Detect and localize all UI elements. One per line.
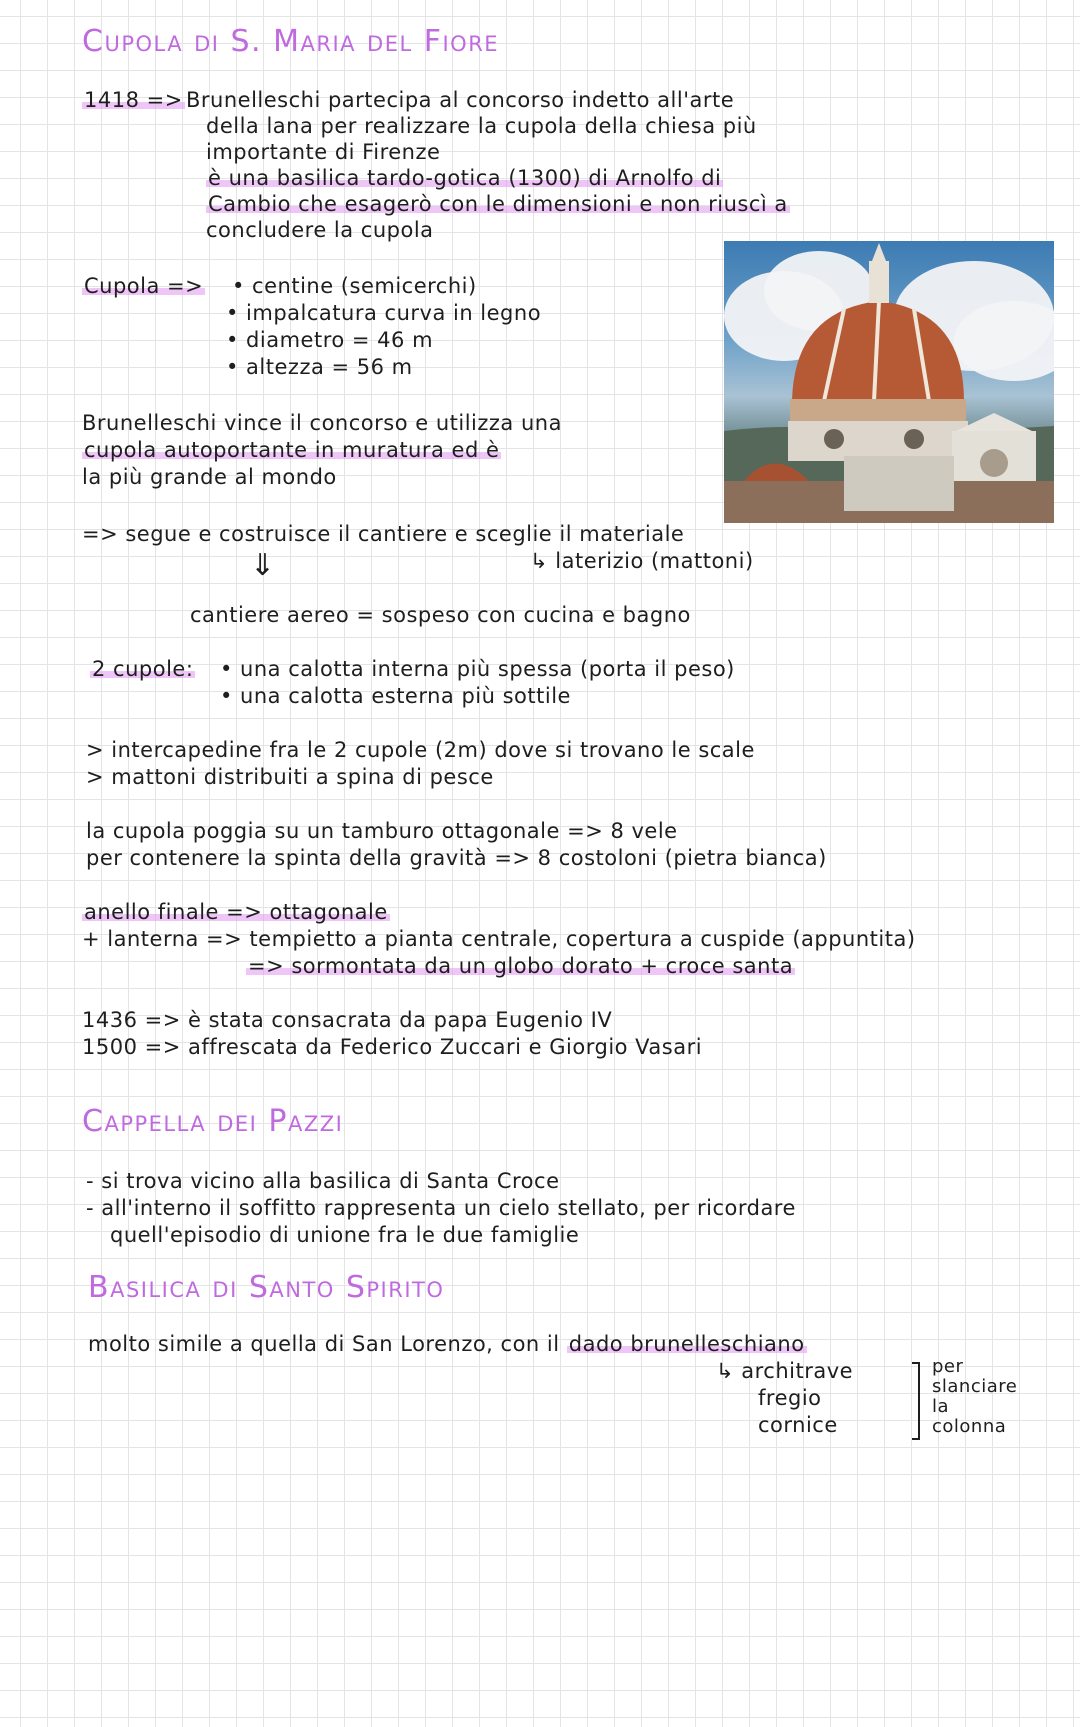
intro-line: della lana per realizzare la cupola della chiesa più: [206, 114, 757, 138]
intro-line: Cambio che esagerò con le dimensioni e non riuscì a: [208, 192, 788, 216]
duomo-photo: [724, 241, 1054, 523]
cantiere-aereo: cantiere aereo = sospeso con cucina e bagno: [190, 603, 691, 627]
dome-item: • una calotta interna più spessa (porta il peso): [220, 657, 735, 681]
intro-line: Brunelleschi partecipa al concorso indetto all'arte: [186, 88, 735, 112]
dome-illustration: [724, 241, 1054, 523]
intro-line: concludere la cupola: [206, 218, 434, 242]
section-title-pazzi: Cappella dei Pazzi: [82, 1104, 344, 1139]
feature-item: • impalcatura curva in legno: [226, 301, 542, 325]
feature-item: • centine (semicerchi): [232, 274, 477, 298]
down-arrow-icon: ⇓: [250, 548, 276, 583]
brace-icon: [912, 1362, 920, 1440]
material-line: ↳ laterizio (mattoni): [530, 549, 754, 573]
date-line: 1436 => è stata consacrata da papa Eugenio IV: [82, 1008, 613, 1032]
feature-item: • diametro = 46 m: [226, 328, 434, 352]
winner-line: la più grande al mondo: [82, 465, 337, 489]
feature-item: • altezza = 56 m: [226, 355, 413, 379]
intro-year: 1418 =>: [84, 88, 183, 112]
lantern-line: anello finale => ottagonale: [84, 900, 388, 924]
note-line: > mattoni distribuiti a spina di pesce: [86, 765, 494, 789]
pazzi-item: - si trova vicino alla basilica di Santa Croce: [86, 1169, 560, 1193]
purpose-word: slanciare: [932, 1376, 1018, 1397]
drum-line: la cupola poggia su un tamburo ottagonale => 8 vele: [86, 819, 678, 843]
purpose-word: colonna: [932, 1416, 1007, 1437]
section-title-spirito: Basilica di Santo Spirito: [88, 1270, 445, 1305]
part-item: cornice: [758, 1413, 838, 1437]
cantiere-line: => segue e costruisce il cantiere e sceglie il materiale: [82, 522, 685, 546]
winner-line: cupola autoportante in muratura ed è: [84, 438, 500, 462]
intro-line: importante di Firenze: [206, 140, 441, 164]
note-line: > intercapedine fra le 2 cupole (2m) dove si trovano le scale: [86, 738, 755, 762]
purpose-word: per: [932, 1356, 964, 1377]
two-domes-label: 2 cupole:: [92, 657, 194, 681]
part-item: fregio: [758, 1386, 822, 1410]
dome-item: • una calotta esterna più sottile: [220, 684, 571, 708]
part-item: ↳ architrave: [716, 1359, 854, 1383]
pazzi-item: - all'interno il soffitto rappresenta un cielo stellato, per ricordare: [86, 1196, 796, 1220]
spirito-line: molto simile a quella di San Lorenzo, con il dado brunelleschiano: [88, 1332, 805, 1356]
lantern-line: => sormontata da un globo dorato + croce santa: [248, 954, 794, 978]
intro-line: è una basilica tardo-gotica (1300) di Arnolfo di: [208, 166, 722, 190]
purpose-word: la: [932, 1396, 950, 1417]
features-label: Cupola =>: [84, 274, 204, 298]
pazzi-item: quell'episodio di unione fra le due famiglie: [110, 1223, 580, 1247]
date-line: 1500 => affrescata da Federico Zuccari e Giorgio Vasari: [82, 1035, 703, 1059]
winner-line: Brunelleschi vince il concorso e utilizza una: [82, 411, 562, 435]
lantern-line: + lanterna => tempietto a pianta centrale, copertura a cuspide (appuntita): [82, 927, 916, 951]
section-title-cupola: Cupola di S. Maria del Fiore: [82, 24, 500, 59]
drum-line: per contenere la spinta della gravità => 8 costoloni (pietra bianca): [86, 846, 827, 870]
